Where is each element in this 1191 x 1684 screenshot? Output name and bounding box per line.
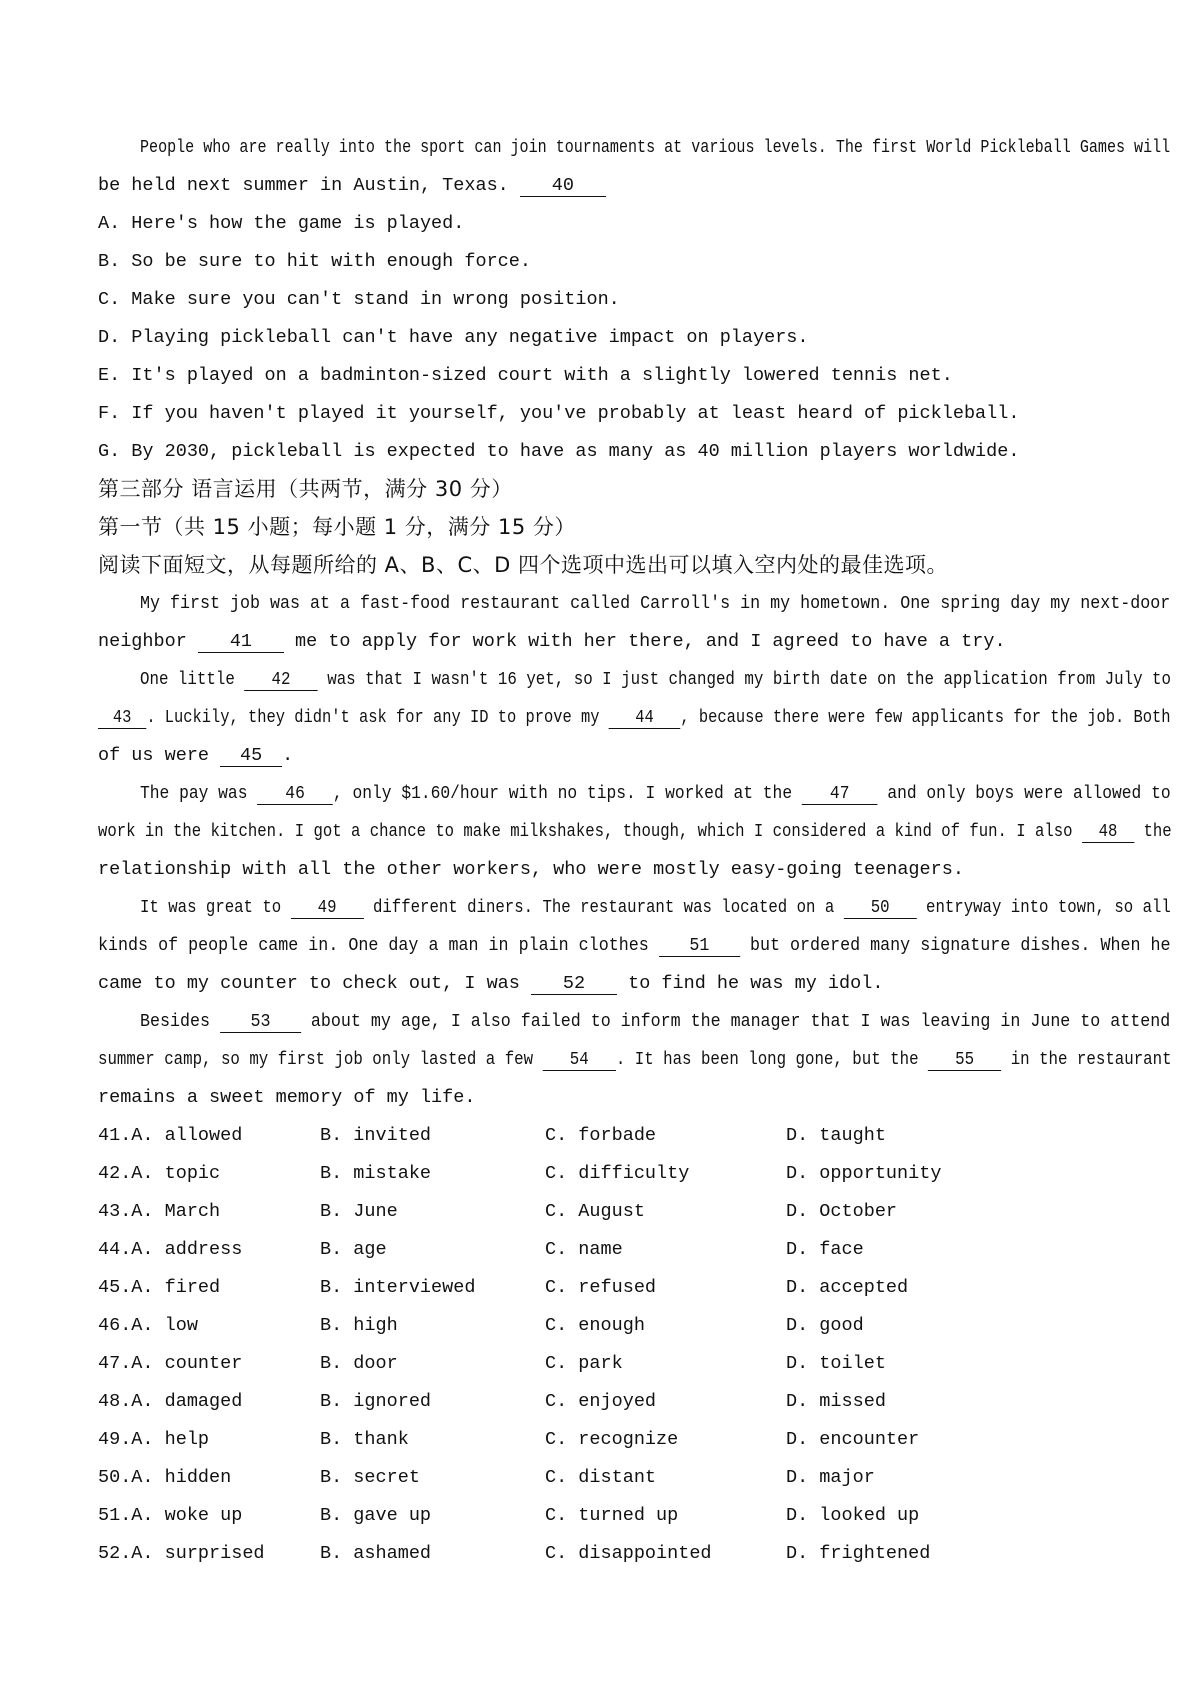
question-52 xyxy=(98,1542,1098,1566)
option-d: D. Playing pickleball can't have any negative impact on players. xyxy=(98,327,809,348)
choice-d[interactable]: D. toilet xyxy=(786,1353,886,1374)
cloze-line xyxy=(98,630,1118,654)
question-42 xyxy=(98,1162,1098,1186)
choice-c[interactable]: C. recognize xyxy=(545,1429,679,1450)
option-e: E. It's played on a badminton-sized court with a slightly lowered tennis net. xyxy=(98,365,953,386)
cloze-text: One little xyxy=(140,669,245,690)
cloze-text: , only $1.60/hour with no tips. I worked at the xyxy=(332,783,802,804)
cloze-text: entryway into town, so all xyxy=(916,897,1171,918)
choice-b[interactable]: B. mistake xyxy=(320,1163,432,1184)
answer-blank-46[interactable]: 46 xyxy=(257,783,333,805)
answer-blank-51[interactable]: 51 xyxy=(659,935,740,957)
question-46 xyxy=(98,1314,1098,1338)
cloze-line xyxy=(98,934,1171,958)
cloze-line xyxy=(98,820,1172,844)
cloze-text: came to my counter to check out, I was xyxy=(98,973,531,994)
cloze-line xyxy=(140,782,1171,806)
choice-b[interactable]: B. gave up xyxy=(320,1505,432,1526)
cloze-line xyxy=(140,668,1172,692)
choice-c[interactable]: C. enough xyxy=(545,1315,645,1336)
question-44 xyxy=(98,1238,1098,1262)
question-49 xyxy=(98,1428,1098,1452)
option-f: F. If you haven't played it yourself, you've probably at least heard of pickleball. xyxy=(98,403,1020,424)
answer-blank-41[interactable]: 41 xyxy=(198,631,284,653)
choice-b[interactable]: B. secret xyxy=(320,1467,420,1488)
cloze-line xyxy=(98,706,1171,730)
answer-blank-43[interactable]: 43 xyxy=(98,707,146,729)
choice-c[interactable]: C. difficulty xyxy=(545,1163,690,1184)
choice-d[interactable]: D. frightened xyxy=(786,1543,931,1564)
choice-d[interactable]: D. major xyxy=(786,1467,875,1488)
cloze-text: . Luckily, they didn't ask for any ID to prove my xyxy=(146,707,609,728)
choice-b[interactable]: B. ashamed xyxy=(320,1543,432,1564)
cloze-text: The pay was xyxy=(140,783,258,804)
answer-blank-50[interactable]: 50 xyxy=(844,897,917,919)
question-45 xyxy=(98,1276,1098,1300)
choice-b[interactable]: B. interviewed xyxy=(320,1277,476,1298)
choice-b[interactable]: B. door xyxy=(320,1353,398,1374)
cloze-text: summer camp, so my first job only lasted a few xyxy=(98,1049,543,1070)
answer-blank-45[interactable]: 45 xyxy=(220,745,282,767)
choice-d[interactable]: D. October xyxy=(786,1201,898,1222)
cloze-text: was that I wasn't 16 yet, so I just changed my birth date on the application from July to xyxy=(317,669,1172,690)
cloze-text: in the restaurant xyxy=(1001,1049,1172,1070)
choice-c[interactable]: C. forbade xyxy=(545,1125,657,1146)
passage-line: People who are really into the sport can join tournaments at various levels. The first World Pickleball Games will xyxy=(140,137,1171,158)
choice-c[interactable]: C. August xyxy=(545,1201,645,1222)
part-heading: 第三部分 语言运用（共两节，满分 30 分） xyxy=(98,477,513,501)
passage-line xyxy=(98,174,1118,198)
cloze-text: . It has been long gone, but the xyxy=(615,1049,928,1070)
cloze-line xyxy=(140,896,1171,920)
cloze-text: . xyxy=(282,745,294,766)
choice-d[interactable]: D. taught xyxy=(786,1125,886,1146)
choice-c[interactable]: C. name xyxy=(545,1239,623,1260)
cloze-text: , because there were few applicants for the job. Both xyxy=(680,707,1171,728)
choice-b[interactable]: B. high xyxy=(320,1315,398,1336)
answer-blank-53[interactable]: 53 xyxy=(220,1011,301,1033)
choice-d[interactable]: D. face xyxy=(786,1239,864,1260)
option-g: G. By 2030, pickleball is expected to have as many as 40 million players worldwide. xyxy=(98,441,1020,462)
instruction-text: 阅读下面短文，从每题所给的 A、B、C、D 四个选项中选出可以填入空内处的最佳选项。 xyxy=(98,553,948,577)
choice-b[interactable]: B. thank xyxy=(320,1429,409,1450)
option-a: A. Here's how the game is played. xyxy=(98,213,465,234)
cloze-line xyxy=(140,1010,1171,1034)
choice-d[interactable]: D. missed xyxy=(786,1391,886,1412)
cloze-text: kinds of people came in. One day a man in plain clothes xyxy=(98,935,659,956)
choice-a[interactable]: 41.A. allowed xyxy=(98,1125,243,1146)
question-48 xyxy=(98,1390,1098,1414)
cloze-line: relationship with all the other workers, who were mostly easy-going teenagers. xyxy=(98,859,964,880)
choice-a[interactable]: 52.A. surprised xyxy=(98,1543,265,1564)
cloze-line xyxy=(98,972,1118,996)
answer-blank-44[interactable]: 44 xyxy=(609,707,681,729)
choice-c[interactable]: C. turned up xyxy=(545,1505,679,1526)
cloze-text: work in the kitchen. I got a chance to make milkshakes, though, which I considered a kind of fun. I also xyxy=(98,821,1082,842)
choice-c[interactable]: C. distant xyxy=(545,1467,657,1488)
cloze-line: My first job was at a fast-food restaurant called Carroll's in my hometown. One spring day my next-door xyxy=(140,593,1171,614)
cloze-text: and only boys were allowed to xyxy=(877,783,1171,804)
section-heading: 第一节（共 15 小题；每小题 1 分，满分 15 分） xyxy=(98,515,576,539)
question-41 xyxy=(98,1124,1098,1148)
cloze-text: neighbor xyxy=(98,631,198,652)
choice-d[interactable]: D. encounter xyxy=(786,1429,920,1450)
passage-text: be held next summer in Austin, Texas. xyxy=(98,175,520,196)
answer-blank-55[interactable]: 55 xyxy=(928,1049,1001,1071)
question-47 xyxy=(98,1352,1098,1376)
choice-a[interactable]: 49.A. help xyxy=(98,1429,210,1450)
cloze-text: to find he was my idol. xyxy=(616,973,884,994)
cloze-line xyxy=(98,1048,1172,1072)
answer-blank-42[interactable]: 42 xyxy=(244,669,317,691)
choice-c[interactable]: C. park xyxy=(545,1353,623,1374)
choice-a[interactable]: 47.A. counter xyxy=(98,1353,243,1374)
choice-b[interactable]: B. ignored xyxy=(320,1391,432,1412)
cloze-text: Besides xyxy=(140,1011,220,1032)
option-b: B. So be sure to hit with enough force. xyxy=(98,251,531,272)
cloze-line xyxy=(98,744,1118,768)
choice-a[interactable]: 43.A. March xyxy=(98,1201,221,1222)
choice-b[interactable]: B. June xyxy=(320,1201,398,1222)
choice-a[interactable]: 48.A. damaged xyxy=(98,1391,243,1412)
choice-a[interactable]: 44.A. address xyxy=(98,1239,243,1260)
choice-c[interactable]: C. enjoyed xyxy=(545,1391,657,1412)
choice-a[interactable]: 46.A. low xyxy=(98,1315,198,1336)
cloze-text: It was great to xyxy=(140,897,291,918)
option-c: C. Make sure you can't stand in wrong position. xyxy=(98,289,620,310)
choice-a[interactable]: 51.A. woke up xyxy=(98,1505,243,1526)
question-51 xyxy=(98,1504,1098,1528)
cloze-line: remains a sweet memory of my life. xyxy=(98,1087,476,1108)
cloze-text: different diners. The restaurant was located on a xyxy=(363,897,844,918)
choice-d[interactable]: D. looked up xyxy=(786,1505,920,1526)
cloze-text: the xyxy=(1134,821,1172,842)
answer-blank-49[interactable]: 49 xyxy=(291,897,364,919)
answer-blank-40[interactable]: 40 xyxy=(520,175,606,197)
choice-c[interactable]: C. disappointed xyxy=(545,1543,712,1564)
choice-a[interactable]: 45.A. fired xyxy=(98,1277,221,1298)
choice-a[interactable]: 50.A. hidden xyxy=(98,1467,232,1488)
cloze-text: me to apply for work with her there, and I agreed to have a try. xyxy=(283,631,1006,652)
choice-c[interactable]: C. refused xyxy=(545,1277,657,1298)
cloze-text: but ordered many signature dishes. When he xyxy=(739,935,1171,956)
choice-b[interactable]: B. invited xyxy=(320,1125,432,1146)
choice-a[interactable]: 42.A. topic xyxy=(98,1163,221,1184)
cloze-text: about my age, I also failed to inform the manager that I was leaving in June to attend xyxy=(300,1011,1171,1032)
choice-d[interactable]: D. opportunity xyxy=(786,1163,942,1184)
choice-d[interactable]: D. good xyxy=(786,1315,864,1336)
answer-blank-48[interactable]: 48 xyxy=(1082,821,1134,843)
answer-blank-52[interactable]: 52 xyxy=(531,973,617,995)
choice-b[interactable]: B. age xyxy=(320,1239,387,1260)
choice-d[interactable]: D. accepted xyxy=(786,1277,909,1298)
answer-blank-47[interactable]: 47 xyxy=(802,783,878,805)
answer-blank-54[interactable]: 54 xyxy=(543,1049,616,1071)
cloze-text: of us were xyxy=(98,745,221,766)
question-43 xyxy=(98,1200,1098,1224)
question-50 xyxy=(98,1466,1098,1490)
